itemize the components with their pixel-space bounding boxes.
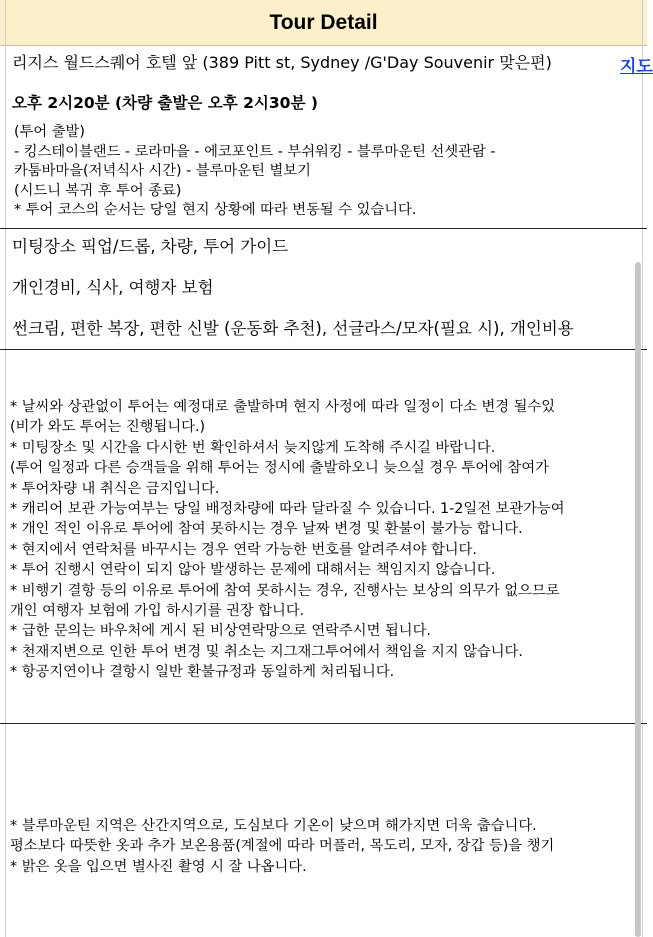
map-link[interactable]: 지도 [620, 57, 653, 77]
weather-line: 평소보다 따뜻한 옷과 추가 보온용품(계절에 따라 머플러, 목도리, 모자, 장갑 등)을 챙기 [10, 838, 555, 855]
note-line: * 항공지연이나 결항시 일반 환불규정과 동일하게 처리됩니다. [10, 664, 395, 681]
weather-line: * 블루마운틴 지역은 산간지역으로, 도심보다 기온이 낮으며 해가지면 더욱 춥습니다. [10, 818, 537, 834]
row-divider [0, 228, 647, 229]
weather-notes [10, 816, 554, 877]
note-line: * 비행기 결항 등의 이유로 투어에 참여 못하시는 경우, 진행사는 보상의 의무가 없으므로 [10, 582, 560, 599]
excluded-items: 개인경비, 식사, 여행자 보험 [12, 278, 214, 297]
course-line: (투어 출발) [14, 124, 85, 140]
course-line: 카툼바마을(저녁식사 시간) - 블루마운틴 별보기 [14, 163, 311, 179]
meeting-time: 오후 2시20분 (차량 출발은 오후 2시30분 ) [12, 94, 318, 112]
vertical-scrollbar[interactable] [635, 262, 641, 937]
note-line: * 급한 문의는 바우처에 게시 된 비상연락망으로 연락주시면 됩니다. [10, 623, 431, 640]
row-divider [0, 349, 647, 350]
note-line: * 투어차량 내 취식은 금지입니다. [10, 480, 220, 497]
right-cell-border [642, 0, 643, 937]
course-line: (시드니 복귀 후 투어 종료) [14, 182, 182, 199]
note-line: * 투어 진행시 연락이 되지 않아 발생하는 문제에 대해서는 책임지지 않습니다. [10, 562, 496, 579]
note-line: * 미팅장소 및 시간을 다시한 번 확인하셔서 늦지않게 도착해 주시길 바랍니다. [10, 439, 496, 456]
note-line: * 날씨와 상관없이 투어는 예정대로 출발하며 현지 사정에 따라 일정이 다소 변경 될수있 [10, 399, 556, 415]
tour-course [14, 123, 495, 221]
included-items: 미팅장소 픽업/드롭, 차량, 투어 가이드 [12, 237, 289, 256]
items-to-bring: 썬크림, 편한 복장, 편한 신발 (운동화 추천), 선글라스/모자(필요 시), 개인비용 [12, 319, 574, 338]
note-line: * 현지에서 연락처를 바꾸시는 경우 연락 가능한 번호를 알려주셔야 합니다. [10, 541, 477, 558]
note-line: 개인 여행자 보험에 가입 하시기를 권장 합니다. [10, 603, 305, 620]
note-line: * 천재지변으로 인한 투어 변경 및 취소는 지그재그투어에서 책임을 지지 않습니다. [10, 643, 523, 660]
left-cell-border [5, 0, 6, 937]
note-line: (비가 와도 투어는 진행됩니다.) [10, 419, 206, 436]
course-line: * 투어 코스의 순서는 당일 현지 상황에 따라 변동될 수 있습니다. [14, 202, 417, 218]
page-title: Tour Detail [269, 10, 378, 34]
tour-detail-header [0, 0, 647, 46]
meeting-place: 리지스 월드스퀘어 호텔 앞 (389 Pitt st, Sydney /G'Day Souvenir 맞은편) [12, 53, 552, 72]
course-line: - 킹스테이블랜드 - 로라마을 - 에코포인트 - 부쉬워킹 - 블루마운틴 선셋관람 - [14, 143, 496, 160]
tour-notes [10, 397, 565, 683]
note-line: * 개인 적인 이유로 투어에 참여 못하시는 경우 날짜 변경 및 환불이 불가능 합니다. [10, 521, 523, 538]
weather-line: * 밝은 옷을 입으면 별사진 촬영 시 잘 나옵니다. [10, 858, 307, 875]
row-divider [0, 723, 647, 724]
note-line: (투어 일정과 다른 승객들을 위해 투어는 정시에 출발하오니 늦으실 경우 투어에 참여가 [10, 460, 549, 477]
note-line: * 캐리어 보관 가능여부는 당일 배정차량에 따라 달라질 수 있습니다. 1-2일전 보관가능여 [10, 501, 565, 518]
